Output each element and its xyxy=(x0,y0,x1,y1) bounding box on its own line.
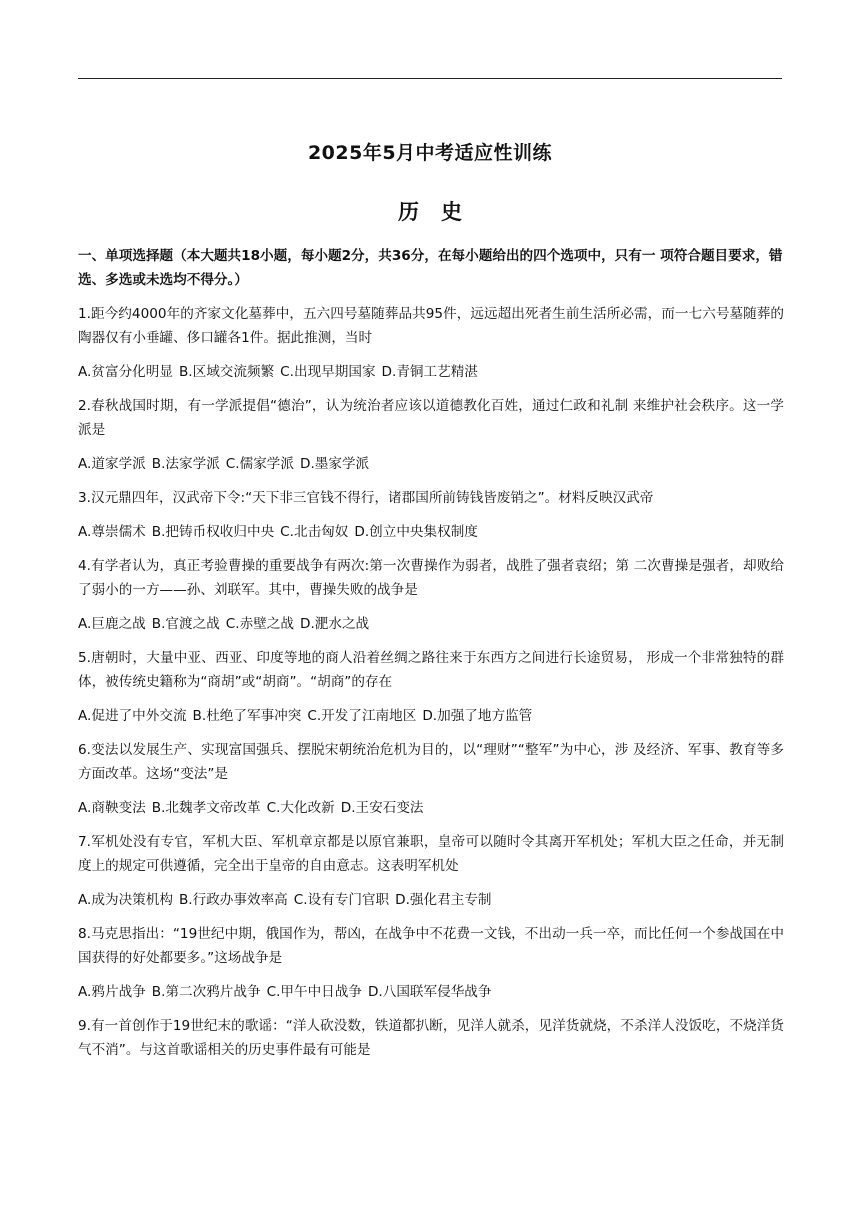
option-a: A.巨鹿之战 xyxy=(78,616,146,632)
option-a: A.成为决策机构 xyxy=(78,892,173,908)
question-content xyxy=(78,244,784,1072)
question-9-stem: 9.有一首创作于19世纪末的歌谣：“洋人砍没数，铁道都扒断，见洋人就杀，见洋货就烧，不杀洋人没饭吃，不烧洋货气不消”。与这首歌谣相关的历史事件最有可能是 xyxy=(78,1018,784,1058)
option-c: C.北击匈奴 xyxy=(280,524,349,540)
option-d: D.创立中央集权制度 xyxy=(354,524,478,540)
exam-title: 2025年5月中考适应性训练 xyxy=(307,142,553,164)
question-7-options xyxy=(78,888,784,912)
option-b: B.第二次鸦片战争 xyxy=(151,984,261,1000)
question-8-stem: 8.马克思指出：“19世纪中期，俄国作为，帮凶，在战争中不花费一文钱，不出动一兵一卒，而比任何一个参战国在中国获得的好处都要多。”这场战争是 xyxy=(78,926,784,966)
option-b: B.行政办事效率高 xyxy=(178,892,288,908)
question-1-stem: 1.距今约4000年的齐家文化墓葬中，五六四号墓随葬品共95件，远远超出死者生前生活所必需，而一七六号墓随葬的陶器仅有小垂罐、侈口罐各1件。据此推测，当时 xyxy=(78,306,784,346)
option-c: C.大化改新 xyxy=(266,800,335,816)
question-6-stem: 6.变法以发展生产、实现富国强兵、摆脱宋朝统治危机为目的，以“理财”“整军”为中心，涉 及经济、军事、教育等多方面改革。这场“变法”是 xyxy=(78,742,784,782)
option-d: D.加强了地方监管 xyxy=(422,708,533,724)
question-3-options xyxy=(78,520,784,544)
header-rule xyxy=(78,78,782,79)
question-2-options xyxy=(78,452,784,476)
question-2-stem: 2.春秋战国时期，有一学派提倡“德治”，认为统治者应该以道德教化百姓，通过仁政和礼制 来维护社会秩序。这一学派是 xyxy=(78,398,784,438)
option-d: D.青铜工艺精湛 xyxy=(381,364,478,380)
question-1-options xyxy=(78,360,784,384)
option-d: D.八国联军侵华战争 xyxy=(367,984,492,1000)
question-list xyxy=(78,302,784,1062)
option-b: B.杜绝了军事冲突 xyxy=(192,708,302,724)
option-c: C.儒家学派 xyxy=(225,456,294,472)
option-a: A.促进了中外交流 xyxy=(78,708,187,724)
option-c: C.设有专门官职 xyxy=(293,892,390,908)
option-c: C.甲午中日战争 xyxy=(266,984,362,1000)
option-d: D.强化君主专制 xyxy=(395,892,492,908)
option-c: C.赤壁之战 xyxy=(225,616,294,632)
question-4-options xyxy=(78,612,784,636)
option-c: C.开发了江南地区 xyxy=(307,708,417,724)
option-a: A.商鞅变法 xyxy=(78,800,146,816)
option-b: B.官渡之战 xyxy=(151,616,220,632)
option-b: B.北魏孝文帝改革 xyxy=(151,800,261,816)
option-b: B.把铸币权收归中央 xyxy=(151,524,275,540)
section-heading: 一、单项选择题（本大题共18小题，每小题2分，共36分，在每小题给出的四个选项中，只有一 项符合题目要求，错选、多选或未选均不得分。） xyxy=(78,248,783,288)
option-a: A.尊崇儒术 xyxy=(78,524,146,540)
question-8-options xyxy=(78,980,784,1004)
option-d: D.王安石变法 xyxy=(340,800,424,816)
option-b: B.法家学派 xyxy=(151,456,220,472)
option-a: A.道家学派 xyxy=(78,456,146,472)
option-b: B.区域交流频繁 xyxy=(178,364,275,380)
option-a: A.鸦片战争 xyxy=(78,984,146,1000)
option-c: C.出现早期国家 xyxy=(280,364,376,380)
question-3-stem: 3.汉元鼎四年，汉武帝下令:“天下非三官钱不得行，诸郡国所前铸钱皆废销之”。材料反映汉武帝 xyxy=(78,490,654,506)
option-a: A.贫富分化明显 xyxy=(78,364,173,380)
option-d: D.淝水之战 xyxy=(299,616,370,632)
subject-title: 历史 xyxy=(398,200,484,224)
question-4-stem: 4.有学者认为，真正考验曹操的重要战争有两次:第一次曹操作为弱者，战胜了强者袁绍；第 二次曹操是强者，却败给了弱小的一方——孙、刘联军。其中，曹操失败的战争是 xyxy=(78,558,784,598)
option-d: D.墨家学派 xyxy=(299,456,370,472)
question-5-stem: 5.唐朝时，大量中亚、西亚、印度等地的商人沿着丝绸之路往来于东西方之间进行长途贸易， 形成一个非常独特的群体，被传统史籍称为“商胡”或“胡商”。“胡商”的存在 xyxy=(78,650,784,690)
question-7-stem: 7.军机处没有专官，军机大臣、军机章京都是以原官兼职，皇帝可以随时令其离开军机处；军机大臣之任命，并无制度上的规定可供遵循，完全出于皇帝的自由意志。这表明军机处 xyxy=(78,834,784,874)
question-6-options xyxy=(78,796,784,820)
question-5-options xyxy=(78,704,784,728)
